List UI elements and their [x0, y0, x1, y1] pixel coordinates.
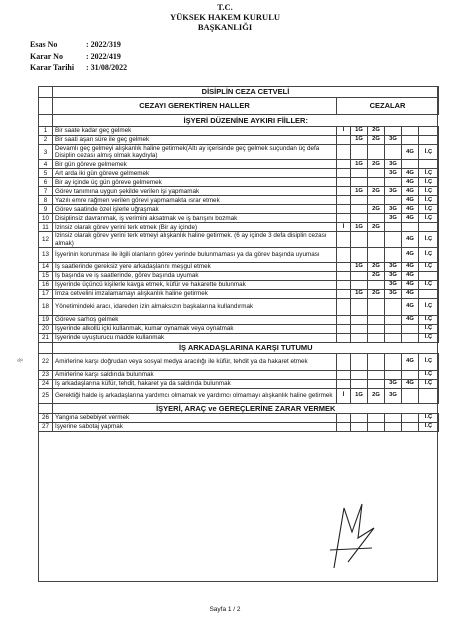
penalty-cell: İ.Ç [419, 333, 439, 342]
offense-text: Art arda iki gün göreve gelmemek [53, 169, 337, 178]
penalty-cell [368, 370, 385, 379]
header-tc: T.C. [217, 2, 233, 12]
table-row [39, 160, 439, 169]
table-row [39, 214, 439, 223]
penalty-cell [368, 298, 385, 315]
penalty-cell: 2G [368, 223, 385, 232]
table-row [39, 178, 439, 187]
penalty-cell [351, 413, 368, 422]
penalty-cell: 3G [385, 136, 402, 145]
penalty-cell: 2G [368, 388, 385, 403]
offense-text: Bir saati aşan süre ile geç gelmek [53, 136, 337, 145]
table-row [39, 370, 439, 379]
penalty-cell: 4G [402, 232, 419, 247]
penalty-cell: 4G [402, 205, 419, 214]
penalty-cell [385, 298, 402, 315]
penalty-cell: 2G [368, 205, 385, 214]
penalty-cell: 3G [385, 271, 402, 280]
penalty-cell [385, 247, 402, 262]
penalty-cell: 2G [368, 160, 385, 169]
penalty-cell: İ.Ç [419, 280, 439, 289]
penalty-cell [337, 280, 351, 289]
penalty-cell [368, 422, 385, 431]
penalty-cell [337, 136, 351, 145]
offense-text: İzinsiz olarak görev yerini terk etmeyi alışkanlık haline getirmek. (6 ay içinde 3 defa disiplin cezası almak) [53, 232, 337, 247]
row-number: 13 [39, 247, 53, 262]
row-number: 11 [39, 223, 53, 232]
penalty-cell [351, 232, 368, 247]
offense-text: İşyerinde üçüncü kişilerle kavga etmek, küfür ve hakarette bulunmak [53, 280, 337, 289]
row-number: 17 [39, 289, 53, 298]
row-number: 18 [39, 298, 53, 315]
penalty-cell: 2G [368, 136, 385, 145]
penalty-cell: İ [337, 223, 351, 232]
penalty-cell [337, 169, 351, 178]
table-row [39, 315, 439, 324]
penalty-cell [385, 223, 402, 232]
penalty-cell: 4G [402, 196, 419, 205]
section-title: İŞ ARKADAŞLARINA KARŞI TUTUMU [53, 342, 439, 353]
penalty-cell: 4G [402, 247, 419, 262]
page-number: Sayfa 1 / 2 [209, 606, 241, 613]
penalty-cell [337, 271, 351, 280]
row-number: 14 [39, 262, 53, 271]
table-row [39, 379, 439, 388]
penalty-cell [368, 214, 385, 223]
penalty-cell: 3G [385, 187, 402, 196]
penalty-cell [368, 247, 385, 262]
penalty-cell [351, 145, 368, 160]
penalty-cell [419, 271, 439, 280]
penalty-cell: 3G [385, 262, 402, 271]
row-number: 24 [39, 379, 53, 388]
penalty-cell [337, 333, 351, 342]
penalty-cell [337, 196, 351, 205]
table-title: DİSİPLİN CEZA CETVELİ [53, 87, 439, 98]
offense-text: Görev saatinde özel işlerle uğraşmak [53, 205, 337, 214]
offense-text: Görev tanımına uygun şekilde verilen işi yapmamak [53, 187, 337, 196]
penalty-cell [351, 169, 368, 178]
offense-text: Bir gün göreve gelmemek [53, 160, 337, 169]
penalty-cell [337, 353, 351, 370]
row-number: 10 [39, 214, 53, 223]
penalty-cell: 4G [402, 169, 419, 178]
penalty-cell [351, 196, 368, 205]
penalty-cell [385, 422, 402, 431]
penalty-table [38, 86, 439, 432]
penalty-cell: 1G [351, 289, 368, 298]
penalty-cell: İ.Ç [419, 205, 439, 214]
offense-text: Disiplinsiz davranmak, iş verimini aksatmak ve iş barışını bozmak [53, 214, 337, 223]
table-row [39, 232, 439, 247]
offense-text: İşyerine sabotaj yapmak [53, 422, 337, 431]
penalty-cell: İ.Ç [419, 353, 439, 370]
table-row [39, 333, 439, 342]
meta-karar: Karar No : 2022/419 [30, 52, 121, 61]
penalty-cell: 1G [351, 262, 368, 271]
offense-text: Amirlerine karşı doğrudan veya sosyal medya aracılığı ile küfür, tehdit ya da hakaret etmek [53, 353, 337, 370]
penalty-cell [402, 370, 419, 379]
penalty-cell [351, 247, 368, 262]
row-number: 20 [39, 324, 53, 333]
penalty-cell [337, 160, 351, 169]
penalty-cell: 4G [402, 379, 419, 388]
offense-text: İş arkadaşlarına küfür, tehdit, hakaret ya da saldırıda bulunmak [53, 379, 337, 388]
penalty-cell [351, 214, 368, 223]
table-row [39, 205, 439, 214]
table-row [39, 247, 439, 262]
penalty-cell: İ.Ç [419, 196, 439, 205]
penalty-cell [368, 178, 385, 187]
penalty-cell [402, 127, 419, 136]
penalty-cell [385, 196, 402, 205]
offense-text: Gerektiği halde iş arkadaşlarına yardımcı olmamak ve yardımcı olmamayı alışkanlık haline getirmek [53, 388, 337, 403]
penalty-cell [351, 205, 368, 214]
penalty-cell [402, 388, 419, 403]
penalty-cell: 1G [351, 187, 368, 196]
offense-text: İşyerinin korunması ile ilgili olanların görev yerinde bulunmaması ya da görev başında uyuması [53, 247, 337, 262]
penalty-cell: 3G [385, 205, 402, 214]
penalty-cell: 4G [402, 353, 419, 370]
penalty-cell: İ.Ç [419, 379, 439, 388]
header-office: BAŞKANLIĞI [197, 22, 253, 32]
penalty-cell: 2G [368, 271, 385, 280]
penalty-cell: İ.Ç [419, 169, 439, 178]
table-row [39, 388, 439, 403]
penalty-cell: İ.Ç [419, 413, 439, 422]
penalty-cell: 3G [385, 280, 402, 289]
penalty-cell [419, 136, 439, 145]
row-number: 15 [39, 271, 53, 280]
section-title: İŞYERİ, ARAÇ ve GEREÇLERİNE ZARAR VERMEK [53, 403, 439, 413]
table-row [39, 187, 439, 196]
penalty-cell [419, 223, 439, 232]
row-number: 8 [39, 196, 53, 205]
table-row [39, 169, 439, 178]
row-number: 9 [39, 205, 53, 214]
penalty-cell [337, 315, 351, 324]
penalty-cell [368, 169, 385, 178]
penalty-cell [385, 232, 402, 247]
penalty-cell: 4G [402, 315, 419, 324]
penalty-cell: 3G [385, 160, 402, 169]
penalty-cell: İ.Ç [419, 370, 439, 379]
penalty-cell: 3G [385, 379, 402, 388]
row-number: 4 [39, 160, 53, 169]
table-row [39, 289, 439, 298]
penalty-cell: İ.Ç [419, 324, 439, 333]
penalty-cell: 4G [402, 187, 419, 196]
penalty-cell [419, 127, 439, 136]
penalty-cell [402, 422, 419, 431]
penalty-cell: 2G [368, 187, 385, 196]
penalty-cell: İ.Ç [419, 214, 439, 223]
penalty-cell: İ [337, 388, 351, 403]
penalty-cell: 1G [351, 223, 368, 232]
penalty-cell [402, 160, 419, 169]
penalty-cell [351, 422, 368, 431]
penalty-cell [368, 280, 385, 289]
row-number: 6 [39, 178, 53, 187]
penalty-cell [337, 422, 351, 431]
penalty-cell: 3G [385, 169, 402, 178]
table-row [39, 271, 439, 280]
penalty-cell: 4G [402, 178, 419, 187]
penalty-cell [419, 388, 439, 403]
table-row [39, 223, 439, 232]
offense-text: Devamlı geç gelmeyi alışkanlık haline getirmek(Altı ay içerisinde geç gelmek suçundan üç defa Disiplin cezası almış olmak kaydıyla) [53, 145, 337, 160]
penalty-cell: 2G [368, 289, 385, 298]
offense-text: İmza cetvelini imzalamamayı alışkanlık haline getirmek [53, 289, 337, 298]
penalty-cell [337, 205, 351, 214]
penalty-cell [337, 413, 351, 422]
penalty-cell [351, 178, 368, 187]
row-number: 16 [39, 280, 53, 289]
table-row [39, 422, 439, 431]
offense-text: İşyerinde uyuşturucu madde kullanmak [53, 333, 337, 342]
penalty-cell [385, 353, 402, 370]
row-number: 3 [39, 145, 53, 160]
penalty-cell [337, 298, 351, 315]
offense-text: İşyerinde alkollü içki kullanmak, kumar oynamak veya oynatmak [53, 324, 337, 333]
penalty-cell [385, 324, 402, 333]
offense-text: Yangına sebebiyet vermek [53, 413, 337, 422]
penalty-cell: İ.Ç [419, 247, 439, 262]
offense-text: İş başında ve iş saatlerinde, görev başında uyumak [53, 271, 337, 280]
penalty-cell: 3G [385, 289, 402, 298]
penalty-cell: 4G [402, 289, 419, 298]
penalty-cell [351, 379, 368, 388]
penalty-cell [351, 298, 368, 315]
offense-text: İş saatlerinde gereksiz yere arkadaşlarını meşgul etmek [53, 262, 337, 271]
penalty-cell [351, 315, 368, 324]
penalty-cell [368, 379, 385, 388]
penalty-cell: İ.Ç [419, 178, 439, 187]
signature [322, 498, 382, 578]
meta-tarih: Karar Tarihi : 31/08/2022 [30, 63, 128, 72]
penalty-cell [337, 178, 351, 187]
penalty-cell [368, 333, 385, 342]
row-number: 12 [39, 232, 53, 247]
penalty-cell: 4G [402, 145, 419, 160]
penalty-cell [337, 247, 351, 262]
offense-text: Bir ay içinde üç gün göreve gelmemek [53, 178, 337, 187]
penalty-cell [385, 315, 402, 324]
penalty-cell [368, 196, 385, 205]
penalty-cell: İ.Ç [419, 187, 439, 196]
penalty-cell [402, 333, 419, 342]
offense-text: Bir saate kadar geç gelmek [53, 127, 337, 136]
penalty-cell: 3G [385, 388, 402, 403]
penalty-cell: 4G [402, 271, 419, 280]
penalty-cell [337, 262, 351, 271]
table-row [39, 127, 439, 136]
penalty-cell [402, 324, 419, 333]
penalty-cell [368, 145, 385, 160]
row-number: 7 [39, 187, 53, 196]
penalty-cell: 4G [402, 214, 419, 223]
penalty-cell: 4G [402, 262, 419, 271]
row-number: 2 [39, 136, 53, 145]
penalty-cell [337, 214, 351, 223]
penalty-cell [368, 232, 385, 247]
penalty-cell [368, 413, 385, 422]
penalty-cell [351, 353, 368, 370]
header-court: YÜKSEK HAKEM KURULU [169, 12, 281, 22]
penalty-cell [368, 353, 385, 370]
penalty-cell: 1G [351, 160, 368, 169]
table-row [39, 262, 439, 271]
table-row [39, 298, 439, 315]
row-number: 26 [39, 413, 53, 422]
penalty-cell [351, 280, 368, 289]
row-number: 27 [39, 422, 53, 431]
row-number: 22 [39, 353, 53, 370]
penalty-cell [337, 379, 351, 388]
penalty-cell: 3G [385, 214, 402, 223]
penalty-cell [419, 160, 439, 169]
section-title: İŞYERİ DÜZENİNE AYKIRI FİİLLER: [53, 115, 439, 127]
table-row [39, 353, 439, 370]
penalty-cell [385, 145, 402, 160]
penalty-cell [337, 187, 351, 196]
penalty-cell [385, 127, 402, 136]
penalty-cell: 2G [368, 262, 385, 271]
penalty-cell: 2G [368, 127, 385, 136]
table-row [39, 280, 439, 289]
penalty-cell: İ.Ç [419, 298, 439, 315]
penalty-cell: İ.Ç [419, 232, 439, 247]
table-row [39, 413, 439, 422]
penalty-cell: 4G [402, 298, 419, 315]
penalty-cell [368, 315, 385, 324]
margin-mark: % [16, 356, 25, 366]
penalty-cell: İ [337, 127, 351, 136]
col-haller: CEZAYI GEREKTİREN HALLER [53, 98, 337, 115]
row-number: 21 [39, 333, 53, 342]
penalty-cell [351, 333, 368, 342]
table-row [39, 196, 439, 205]
row-number: 23 [39, 370, 53, 379]
penalty-cell: 1G [351, 127, 368, 136]
penalty-cell [351, 324, 368, 333]
table-row [39, 145, 439, 160]
penalty-cell [351, 271, 368, 280]
penalty-cell [402, 413, 419, 422]
penalty-cell [337, 324, 351, 333]
penalty-cell [337, 145, 351, 160]
row-number: 5 [39, 169, 53, 178]
penalty-cell [385, 333, 402, 342]
row-number: 25 [39, 388, 53, 403]
penalty-cell [402, 136, 419, 145]
penalty-cell: 1G [351, 136, 368, 145]
row-number: 1 [39, 127, 53, 136]
penalty-cell [337, 232, 351, 247]
penalty-cell [402, 223, 419, 232]
penalty-cell [385, 370, 402, 379]
offense-text: İzinsiz olarak görev yerini terk etmek (Bir ay içinde) [53, 223, 337, 232]
penalty-cell: 1G [351, 388, 368, 403]
offense-text: Yazılı emre rağmen verilen görevi yapmamakta ısrar etmek [53, 196, 337, 205]
offense-text: Yönetimindeki aracı, idareden izin almaksızın başkalarına kullandırmak [53, 298, 337, 315]
penalty-cell [337, 289, 351, 298]
penalty-cell: İ.Ç [419, 262, 439, 271]
penalty-cell [419, 289, 439, 298]
penalty-cell [351, 370, 368, 379]
penalty-cell: İ.Ç [419, 315, 439, 324]
penalty-cell: İ.Ç [419, 145, 439, 160]
penalty-cell: İ.Ç [419, 422, 439, 431]
offense-text: Amirlerine karşı saldırıda bulunmak [53, 370, 337, 379]
meta-esas: Esas No : 2022/319 [30, 40, 121, 49]
penalty-cell [385, 413, 402, 422]
penalty-cell [368, 324, 385, 333]
table-row [39, 136, 439, 145]
row-number: 19 [39, 315, 53, 324]
penalty-cell [385, 178, 402, 187]
penalty-cell [337, 370, 351, 379]
table-row [39, 324, 439, 333]
penalty-cell: 4G [402, 280, 419, 289]
col-cezalar: CEZALAR [337, 98, 439, 115]
offense-text: Göreve sarhoş gelmek [53, 315, 337, 324]
